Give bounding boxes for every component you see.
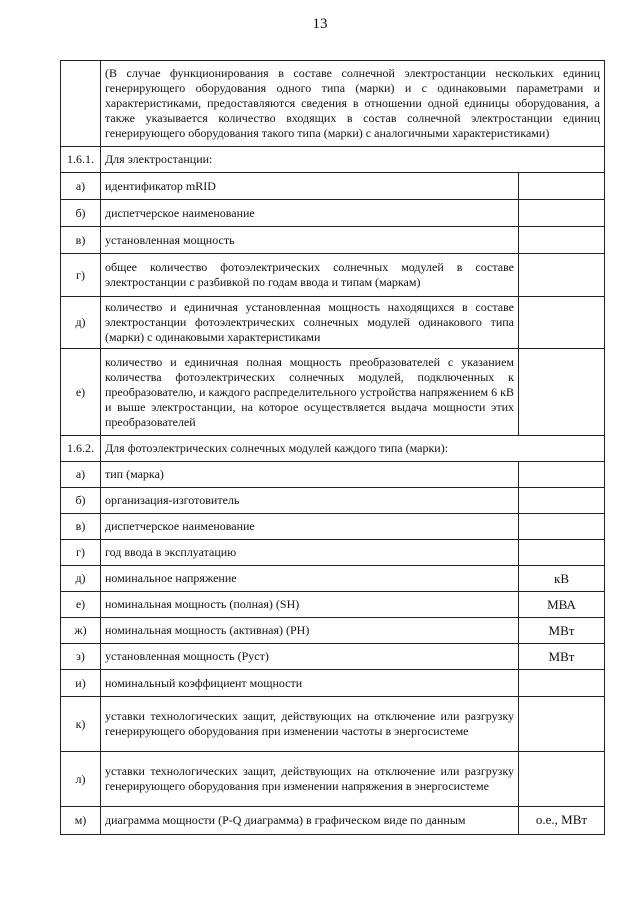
section-header-row [61, 147, 605, 173]
item-text: установленная мощность (Pуст) [101, 644, 519, 670]
section-header-row [61, 436, 605, 462]
item-text: номинальная мощность (полная) (SН) [101, 592, 519, 618]
item-letter: г) [61, 254, 101, 297]
table-row [61, 488, 605, 514]
item-text: количество и единичная установленная мощность находящихся в составе электростанции фотоэлектрических солнечных модулей одинакового типа (марки) с одинаковыми характеристиками [101, 297, 519, 349]
item-unit [519, 349, 605, 436]
intro-text: (В случае функционирования в составе солнечной электростанции нескольких единиц генерирующего оборудования одного типа (марки) и с одинаковыми параметрами и характеристиками, предоставляются сведения в отношении одной единицы оборудования, а также указывается количество входящих в состав солнечной электростанции единиц генерирующего оборудования такого типа (марки) с аналогичными характеристиками) [101, 61, 605, 147]
item-text: номинальная мощность (активная) (PН) [101, 618, 519, 644]
item-text: диспетчерское наименование [101, 200, 519, 227]
item-text: организация-изготовитель [101, 488, 519, 514]
item-letter: л) [61, 752, 101, 807]
item-letter: б) [61, 200, 101, 227]
item-letter: з) [61, 644, 101, 670]
item-letter: в) [61, 227, 101, 254]
item-unit [519, 297, 605, 349]
item-unit [519, 227, 605, 254]
item-unit: о.е., МВт [519, 807, 605, 835]
item-text: установленная мощность [101, 227, 519, 254]
item-text: уставки технологических защит, действующих на отключение или разгрузку генерирующего оборудования при изменении напряжения в энергосистеме [101, 752, 519, 807]
item-text: год ввода в эксплуатацию [101, 540, 519, 566]
table-row [61, 670, 605, 697]
section-title: Для фотоэлектрических солнечных модулей каждого типа (марки): [101, 436, 605, 462]
item-unit: кВ [519, 566, 605, 592]
table-row [61, 173, 605, 200]
item-text: тип (марка) [101, 462, 519, 488]
table-row [61, 254, 605, 297]
item-letter: в) [61, 514, 101, 540]
item-unit [519, 514, 605, 540]
page-number: 13 [312, 16, 328, 32]
item-text: диспетчерское наименование [101, 514, 519, 540]
item-unit: МВт [519, 644, 605, 670]
item-letter: и) [61, 670, 101, 697]
item-letter: д) [61, 566, 101, 592]
table-row [61, 807, 605, 835]
item-text: диаграмма мощности (P-Q диаграмма) в графическом виде по данным [101, 807, 519, 835]
table-row [61, 349, 605, 436]
section-number: 1.6.2. [61, 436, 101, 462]
item-unit [519, 697, 605, 752]
item-letter: е) [61, 349, 101, 436]
item-unit [519, 462, 605, 488]
item-unit [519, 540, 605, 566]
item-unit [519, 752, 605, 807]
table-row [61, 592, 605, 618]
item-letter: к) [61, 697, 101, 752]
item-unit: МВА [519, 592, 605, 618]
item-text: количество и единичная полная мощность преобразователей с указанием количества фотоэлектрических солнечных модулей, подключенных к преобразователю, и каждого распределительного устройства напряжением 6 кВ и выше электростанции, на которое осуществляется выдача мощности этих преобразователей [101, 349, 519, 436]
table-row [61, 618, 605, 644]
table-row [61, 566, 605, 592]
item-unit [519, 173, 605, 200]
item-text: общее количество фотоэлектрических солнечных модулей в составе электростанции с разбивкой по годам ввода и типам (маркам) [101, 254, 519, 297]
table-row [61, 227, 605, 254]
item-letter: а) [61, 462, 101, 488]
item-unit [519, 670, 605, 697]
table-row [61, 644, 605, 670]
item-unit: МВт [519, 618, 605, 644]
table-row [61, 514, 605, 540]
item-unit [519, 488, 605, 514]
section-title: Для электростанции: [101, 147, 605, 173]
table-row [61, 540, 605, 566]
item-letter: а) [61, 173, 101, 200]
table-row [61, 697, 605, 752]
item-letter: е) [61, 592, 101, 618]
table-row [61, 752, 605, 807]
section-number: 1.6.1. [61, 147, 101, 173]
item-text: номинальный коэффициент мощности [101, 670, 519, 697]
item-text: номинальное напряжение [101, 566, 519, 592]
table-row [61, 297, 605, 349]
item-text: идентификатор mRID [101, 173, 519, 200]
intro-row [61, 61, 605, 147]
intro-number-cell [61, 61, 101, 147]
item-letter: м) [61, 807, 101, 835]
table-row [61, 200, 605, 227]
item-letter: д) [61, 297, 101, 349]
item-unit [519, 200, 605, 227]
item-unit [519, 254, 605, 297]
item-letter: ж) [61, 618, 101, 644]
table-row [61, 462, 605, 488]
item-text: уставки технологических защит, действующих на отключение или разгрузку генерирующего оборудования при изменении частоты в энергосистеме [101, 697, 519, 752]
item-letter: г) [61, 540, 101, 566]
requirements-table [60, 60, 605, 835]
item-letter: б) [61, 488, 101, 514]
